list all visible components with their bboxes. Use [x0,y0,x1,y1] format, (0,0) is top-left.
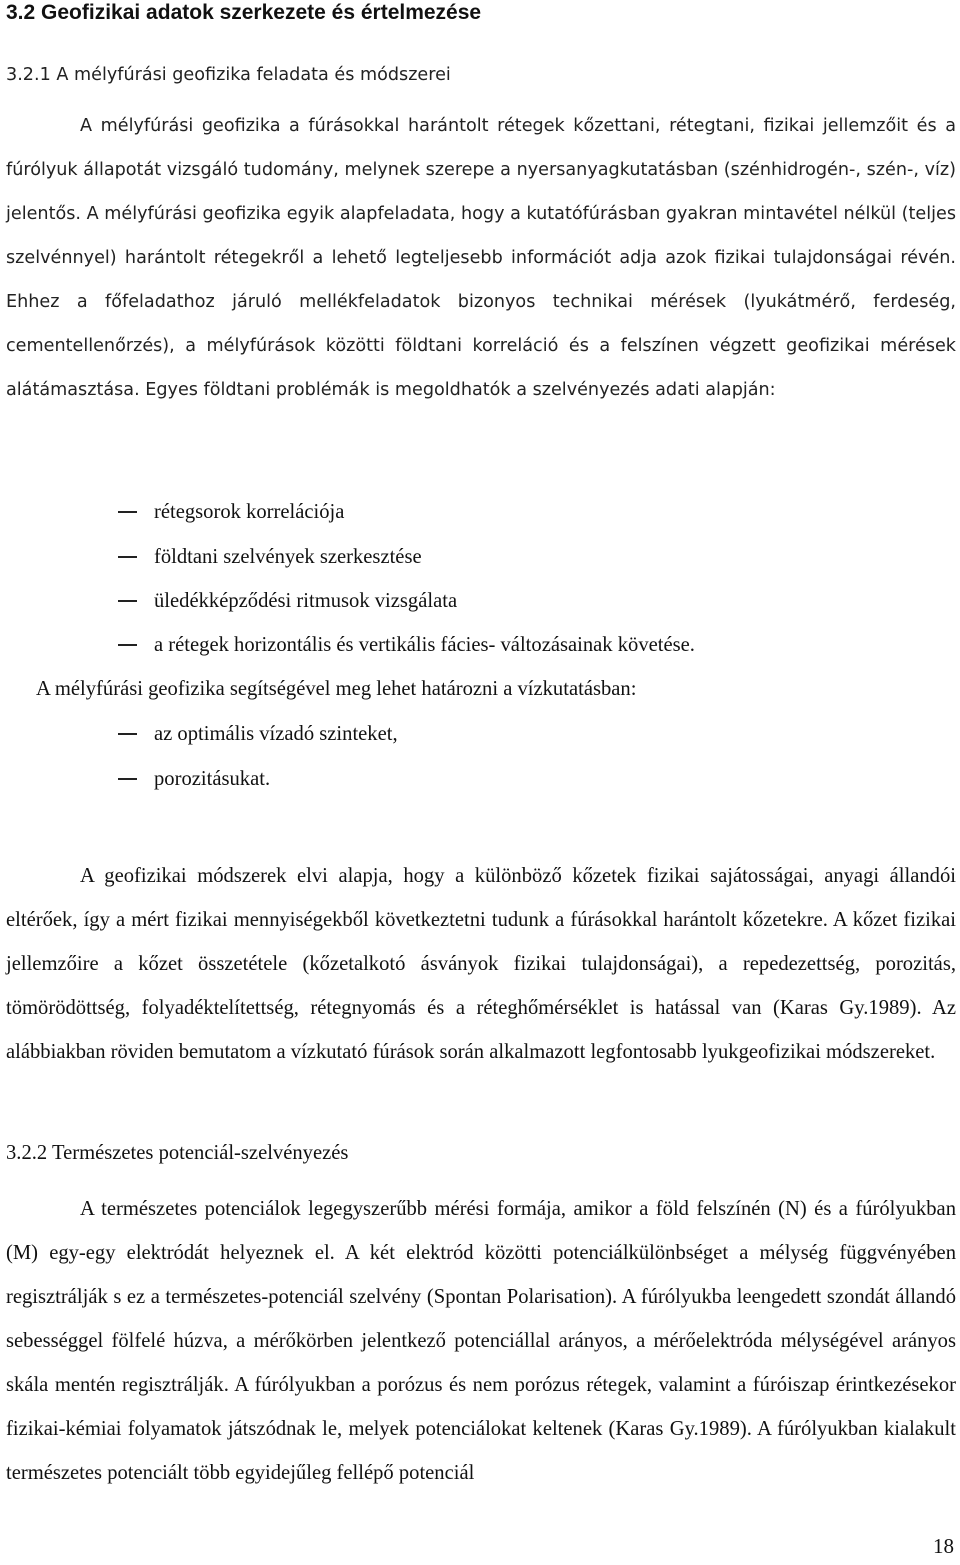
dash-bullet-icon [118,556,137,558]
list-item: üledékképződési ritmusok vizsgálata [118,590,457,613]
paragraph-3-text: A természetes potenciálok legegyszerűbb mérési formája, amikor a föld felszínén (N) és a fúrólyukban (M) egy-egy elektródát helyeznek el. A két elektród közötti potenciálkülönbséget a mélység függvényében regisztrálják s ez a természetes-potenciál szelvény (Spontan Polarisation). A fúrólyukba leengedett szondát állandó sebességgel fölfelé húzva, a mérőkörben jelentkező potenciállal arányos, a mérőelektróda mélységével arányos skála mentén regisztrálják. A fúrólyukban a porózus és nem porózus rétegek, valamint a fúróiszap érintkezésekor fizikai-kémiai folyamatok játszódnak le, melyek potenciálokat keltenek (Karas Gy.1989). A fúrólyukban kialakult természetes potenciált több egyidejűleg fellépő potenciál [6,1198,956,1484]
list-item: földtani szelvények szerkesztése [118,546,422,569]
list-item: porozitásukat. [118,768,270,791]
paragraph-1 [6,104,956,412]
subsection-heading-3-2-1: 3.2.1 A mélyfúrási geofizika feladata és módszerei [6,65,451,85]
section-heading: 3.2 Geofizikai adatok szerkezete és értelmezése [6,1,482,24]
page-number: 18 [933,1534,954,1558]
subsection-heading-3-2-2: 3.2.2 Természetes potenciál-szelvényezés [6,1142,349,1164]
list-2-intro: A mélyfúrási geofizika segítségével meg lehet határozni a vízkutatásban: [36,678,637,700]
paragraph-2-text: A geofizikai módszerek elvi alapja, hogy a különböző kőzetek fizikai sajátosságai, anyagi állandói eltérőek, így a mért fizikai mennyiségekből következtetni tudunk a fúrásokkal harántolt kőzetekre. A kőzet fizikai jellemzőire a kőzet összetétele (kőzetalkotó ásványok fizikai tulajdonságai), a repedezettség, porozitás, tömörödöttség, folyadéktelítettség, rétegnyomás és a réteghőmérséklet is hatással van (Karas Gy.1989). Az alábbiakban röviden bemutatom a vízkutató fúrások során alkalmazott legfontosabb lyukgeofizikai módszereket. [6,865,956,1063]
paragraph-2 [6,854,956,1074]
paragraph-1-text: A mélyfúrási geofizika a fúrásokkal harántolt rétegek kőzettani, rétegtani, fizikai jellemzőit és a fúrólyuk állapotát vizsgáló tudomány, melynek szerepe a nyersanyagkutatásban (szénhidrogén-, szén-, víz) jelentős. A mélyfúrási geofizika egyik alapfeladata, hogy a kutatófúrásban gyakran mintavétel nélkül (teljes szelvénnyel) harántolt rétegekről a lehető legteljesebb információt adja azok fizikai tulajdonságai révén. Ehhez a főfeladathoz járuló mellékfeladatok bizonyos technikai mérések (lyukátmérő, ferdeség, cementellenőrzés), a mélyfúrások közötti földtani korreláció és a felszínen végzett geofizikai mérések alátámasztása. Egyes földtani problémák is megoldhatók a szelvényezés adati alapján: [6,116,956,400]
paragraph-3 [6,1187,956,1495]
dash-bullet-icon [118,511,137,513]
dash-bullet-icon [118,733,137,735]
list-item: rétegsorok korrelációja [118,501,344,524]
dash-bullet-icon [118,644,137,646]
list-item: a rétegek horizontális és vertikális fácies- változásainak követése. [118,634,695,657]
dash-bullet-icon [118,778,137,780]
dash-bullet-icon [118,600,137,602]
list-item: az optimális vízadó szinteket, [118,723,398,746]
